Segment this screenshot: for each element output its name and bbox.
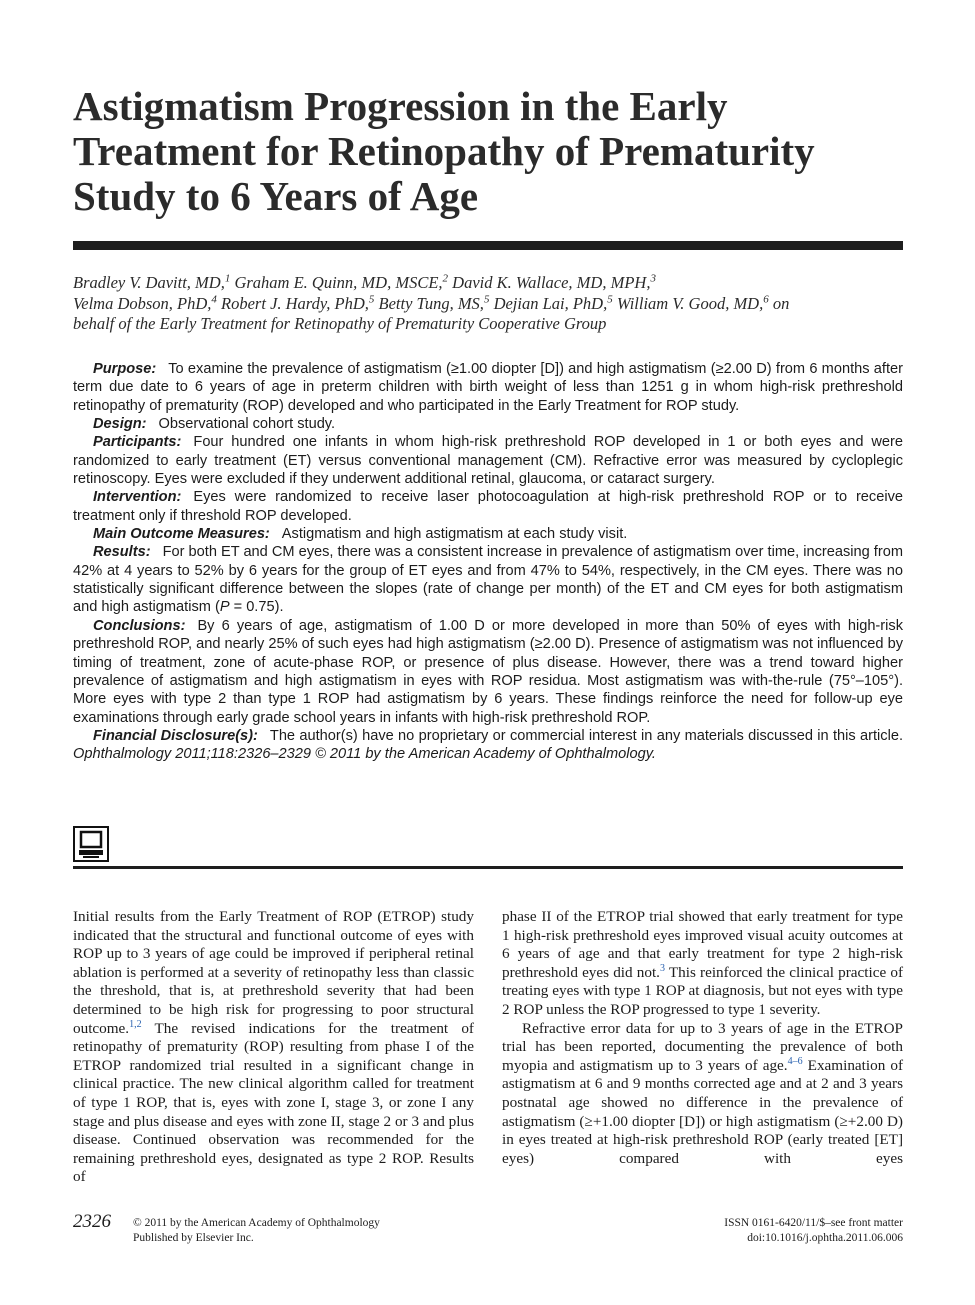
abstract-text: Astigmatism and high astigmatism at each study visit.	[281, 526, 628, 543]
abstract-label: Intervention:	[93, 489, 182, 506]
issn-line: ISSN 0161-6420/11/$–see front matter	[724, 1217, 903, 1229]
author-name: Dejian Lai, PhD,	[493, 293, 608, 313]
title-divider	[73, 241, 903, 250]
body-text: phase II of the ETROP trial showed that early treatment for type 1 high-risk prethreshold eyes improved visual acuity outcomes at 6 years of age and that early treatment for type 2 high-risk prethreshold eyes did not.	[502, 908, 903, 981]
publisher-line: Published by Elsevier Inc.	[133, 1232, 254, 1244]
author-line	[73, 294, 903, 315]
body-paragraph	[502, 908, 903, 1020]
abstract-disclosure	[73, 727, 903, 764]
body-text: Initial results from the Early Treatment of ROP (ETROP) study indicated that the structural and functional outcome of eyes with ROP up to 3 years of age could be improved if peripheral retinal ablation is performed at a severity of retinopathy less than classic the threshold, that is, at prethreshold severity that had been determined to be high risk for progressing to poor structural outcome.	[73, 908, 474, 1037]
author-name: Bradley V. Davitt, MD,	[73, 273, 225, 292]
author-affiliation: 3	[650, 272, 656, 285]
doi-line[interactable]: doi:10.1016/j.ophtha.2011.06.006	[747, 1232, 903, 1244]
abstract	[73, 360, 903, 764]
copyright-notice	[133, 1216, 380, 1246]
body-paragraph	[73, 908, 474, 1187]
title-line: Study to 6 Years of Age	[73, 173, 479, 219]
abstract-label: Design:	[93, 416, 147, 433]
reference-link[interactable]: 1,2	[129, 1018, 142, 1030]
body-paragraph	[502, 1020, 903, 1169]
author-affiliation: 5	[368, 293, 375, 305]
abstract-participants	[73, 433, 903, 488]
author-name: William V. Good, MD,	[616, 293, 764, 313]
body-column-right	[502, 908, 903, 1168]
abstract-label: Results:	[93, 544, 151, 561]
abstract-purpose	[73, 360, 903, 415]
abstract-text: To examine the prevalence of astigmatism (≥1.00 diopter [D]) and high astigmatism (≥2.00 D) from 6 months after term due date to 6 years of age in preterm children with birth weight of less than 1251 g in whom high-risk prethreshold retinopathy of prematurity (ROP) developed and who participated in the Early Treatment for ROP study.	[73, 361, 903, 414]
abstract-label: Main Outcome Measures:	[93, 526, 270, 543]
body-text: The revised indications for the treatment of retinopathy of prematurity (ROP) resulting from phase I of the ETROP randomized trial resulted in a significant change in clinical practice. The new clinical algorithm called for treatment of type 1 ROP, that is, eyes with zone I, stage 3, or zone I any stage and plus disease and eyes with zone II, stage 2 or 3 and plus disease. Continued observation was recommended for the remaining prethreshold eyes, designated as type 2 ROP. Results of	[73, 1019, 474, 1186]
abstract-text: Four hundred one infants in whom high-risk prethreshold ROP developed in 1 or both eyes and were randomized to early treatment (ET) versus conventional management (CM). Refractive error was measured by cycloplegic retinoscopy. Eyes were excluded if they underwent additional retinal, glaucoma, or cataract surgery.	[73, 434, 903, 488]
abstract-label: Participants:	[93, 434, 182, 451]
abstract-conclusions	[73, 617, 903, 727]
article-title	[73, 84, 903, 219]
author-name: David K. Wallace, MD, MPH,	[452, 273, 651, 292]
author-group-prefix: on	[772, 293, 790, 313]
computer-monitor-icon	[73, 826, 109, 862]
abstract-label: Purpose:	[93, 361, 157, 377]
author-name: Betty Tung, MS,	[378, 293, 484, 313]
abstract-label: Conclusions:	[93, 617, 186, 634]
reference-link[interactable]: 3	[659, 962, 665, 974]
title-line: Treatment for Retinopathy of Prematurity	[73, 128, 815, 174]
abstract-divider	[73, 866, 903, 869]
abstract-label: Financial Disclosure(s):	[93, 727, 258, 744]
body-text: Examination of astigmatism at 6 and 9 months corrected age and at 2 and 3 years postnatal age showed no difference in the prevalence of astigmatism (≥+1.00 diopter [D]) or high astigmatism (≥+2.00 D) in eyes treated at high-risk prethreshold ROP (early treated [ET] eyes) compared with eyes	[502, 1056, 904, 1167]
body-column-left	[73, 908, 474, 1187]
author-affiliation: 4	[211, 293, 217, 305]
author-affiliation: 2	[442, 272, 449, 285]
author-group: behalf of the Early Treatment for Retinopathy of Prematurity Cooperative Group	[73, 314, 607, 333]
journal-citation: Ophthalmology 2011;118:2326–2329 © 2011 by the American Academy of Ophthalmology.	[73, 746, 656, 763]
abstract-text: For both ET and CM eyes, there was a consistent increase in prevalence of astigmatism over time, increasing from 42% at 4 years to 52% by 6 years for the group of ET eyes and from 47% to 54%, respectively, in the CM eyes. There was no statistically significant difference between the slopes (rate of change per month) of the ET and CM eyes for both astigmatism and high astigmatism (	[73, 544, 903, 616]
abstract-results	[73, 543, 903, 616]
abstract-outcome	[73, 525, 903, 543]
author-name: Graham E. Quinn, MD, MSCE,	[234, 273, 443, 292]
abstract-intervention	[73, 488, 903, 525]
author-affiliation: 5	[483, 293, 490, 305]
abstract-text: Observational cohort study.	[158, 416, 336, 433]
title-line: Astigmatism Progression in the Early	[73, 83, 728, 129]
abstract-text: By 6 years of age, astigmatism of 1.00 D or more developed in more than 50% of eyes with high-risk prethreshold ROP, and nearly 25% of such eyes had high astigmatism (≥2.00 D). Presence of astigmatism was not influenced by timing of treatment, zone of acute-phase ROP, or presence of plus disease. However, there was a trend toward higher prevalence of astigmatism and high astigmatism in eyes with ROP residua. Most astigmatism was with-the-rule (75°–105°). More eyes with type 2 than type 1 ROP had astigmatism by 6 years. These findings reinforce the need for follow-up eye examinations through early grade school years in infants with high-risk prethreshold ROP.	[73, 617, 903, 726]
page-number: 2326	[73, 1211, 111, 1232]
body-text: This reinforced the clinical practice of treating eyes with type 1 ROP at diagnosis, but not eyes with type 2 ROP unless the ROP progressed to type 1 severity.	[502, 963, 903, 1018]
reference-link[interactable]: 4–6	[787, 1055, 803, 1067]
p-value-symbol: P	[219, 599, 230, 616]
copyright-line: © 2011 by the American Academy of Ophthalmology	[133, 1217, 380, 1229]
page-footer	[73, 1211, 903, 1251]
author-affiliation: 6	[763, 293, 769, 305]
author-list	[73, 273, 903, 335]
abstract-text: The author(s) have no proprietary or commercial interest in any materials discussed in this article.	[269, 727, 903, 744]
abstract-text: Eyes were randomized to receive laser photocoagulation at high-risk prethreshold ROP or to receive treatment only if threshold ROP developed.	[73, 489, 903, 524]
author-name: Velma Dobson, PhD,	[73, 293, 212, 313]
author-affiliation: 5	[607, 293, 613, 305]
abstract-text: = 0.75).	[229, 599, 284, 616]
author-affiliation: 1	[224, 272, 231, 285]
body-text: Refractive error data for up to 3 years of age in the ETROP trial has been reported, documenting the prevalence of both myopia and astigmatism up to 3 years of age.	[502, 1019, 903, 1074]
abstract-design	[73, 415, 903, 433]
author-line	[73, 273, 903, 294]
issn-block	[724, 1216, 903, 1246]
author-name: Robert J. Hardy, PhD,	[221, 293, 369, 313]
